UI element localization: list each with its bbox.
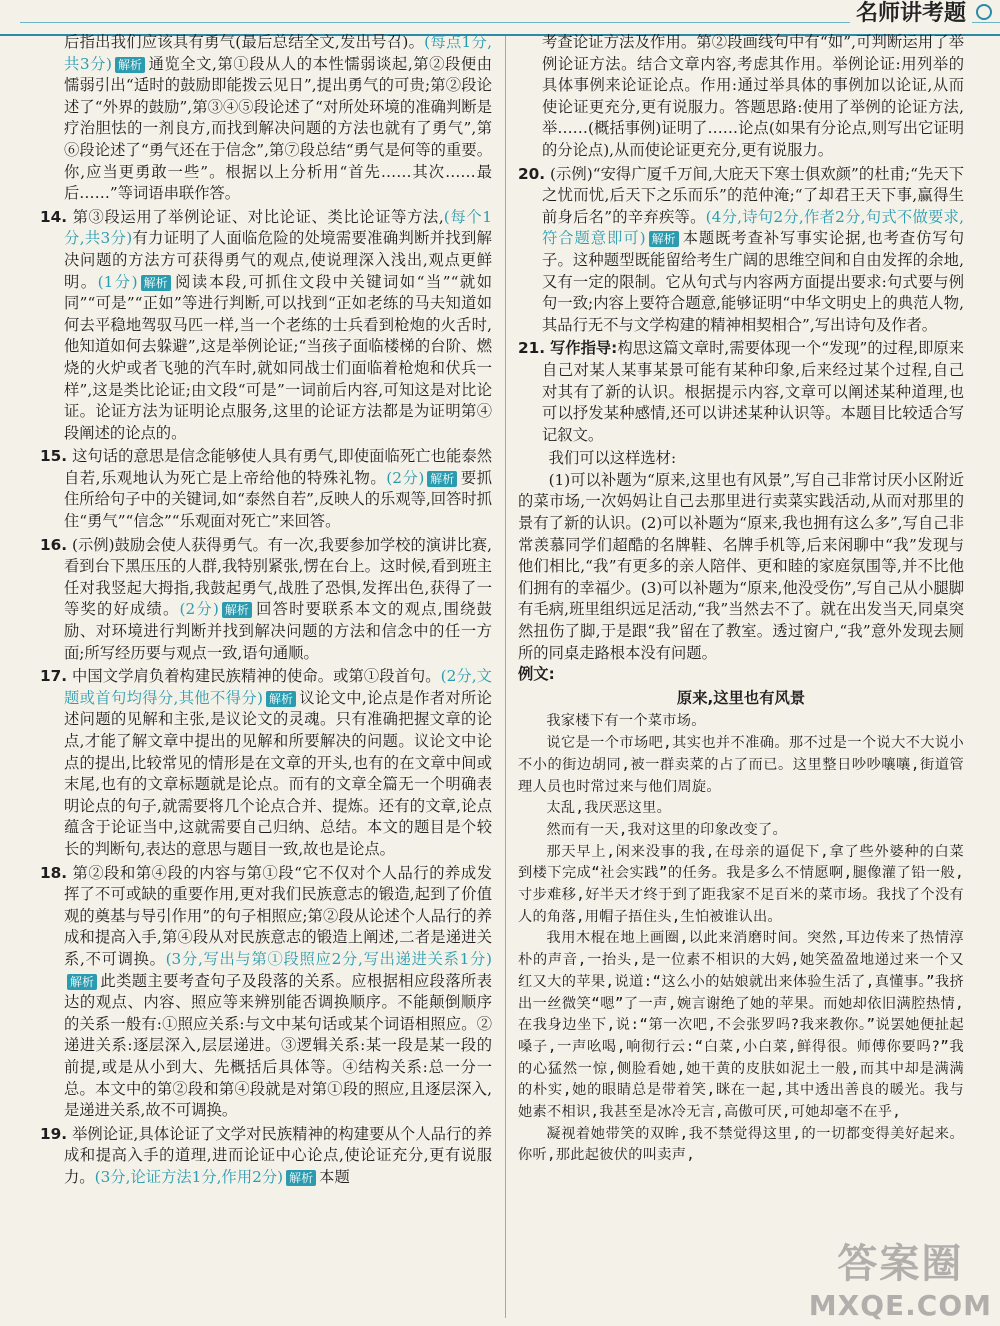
answer-18 <box>40 863 492 1122</box>
answer-19-analysis: 本题 <box>319 1167 350 1186</box>
answer-19-score: (3分,论证方法1分,作用2分) <box>94 1167 284 1186</box>
answer-14-analysis: 阅读本段,可抓住文段中关键词如“当”“就如同”“可是”“正如”等进行判断,可以找到“正如老练的马夫知道如何去平稳地驾驭马匹一样,当一个老练的士兵看到枪炮的火舌时,他知道如何去躲避”,这是举例论证;“当孩子面临楼梯的台阶、燃烧的火炉或者飞驰的汽车时,就如同战士们面临着枪炮和伏兵一样”,这是类比论证;由文段“可是”一词前后内容,可知这是对比论证。论证方法为证明论点服务,这里的论证方法都是为证明第④段阐述的论点的。 <box>64 272 492 442</box>
essay-paragraph: 然而有一天,我对这里的印象改变了。 <box>546 821 788 838</box>
answer-16-score: (2分) <box>179 600 219 619</box>
column-divider <box>505 36 506 1318</box>
answer-15-score: (2分) <box>386 468 425 487</box>
example-label: 例文: <box>518 665 555 684</box>
answer-16-text: (示例)鼓励会使人获得勇气。有一次,我要参加学校的演讲比赛,看到台下黑压压的人群,我特别紧张,愣在台上。这时候,看到班主任对我竖起大拇指,我鼓起勇气,战胜了恐惧,发挥出色,获得了一等奖的好成绩。 <box>64 535 492 619</box>
answer-14-number: 14. <box>40 207 68 226</box>
answer-17-analysis: 议论文中,论点是作者对所论述问题的见解和主张,是议论文的灵魂。只有准确把握文章的论点,才能了解文章中提出的见解和所要解决的问题。议论文中论点的提出,比较常见的情形是在文章的开头,也有的在文章中间或末尾,也有的文章标题就是论点。而有的文章全篇无一个明确表明论点的句子,就需要将几个论点合并、提炼。还有的文章,论点蕴含于论证当中,这就需要自己归纳、总结。本文的题目是个较长的判断句,表达的意思与题目一致,故也是论点。 <box>64 688 492 858</box>
answer-14-score: (每个1分,共3分) <box>64 207 492 248</box>
answer-14 <box>40 207 492 445</box>
essay-paragraph: 那天早上,闲来没事的我,在母亲的逼促下,拿了些外婆种的白菜到楼下完成“社会实践”的任务。我是多么不情愿啊,腿像灌了铅一般,寸步难移,好半天才终于到了距我家不足百米的菜市场。我找了个没有人的角落,用帽子捂住头,生怕被谁认出。 <box>518 843 964 925</box>
essay-title: 原来,这里也有风景 <box>676 688 806 707</box>
answer-18-score: (3分,写出与第①段照应2分,写出递进关系1分) <box>165 949 492 968</box>
writing-guide-label: 写作指导: <box>549 339 618 358</box>
answer-14-text: 第③段运用了举例论证、对比论证、类比论证等方法, <box>72 207 444 226</box>
answer-21-number: 21. <box>518 339 546 358</box>
answer-18-analysis: 此类题主要考查句子及段落的关系。应根据相应段落所表达的观点、内容、照应等来辨别能否调换顺序。不能颠倒顺序的关系一般有:①照应关系:与文中某句话或某个词语相照应。②递进关系:逐层深入,层层递进。③逻辑关系:某一段是某一段的前提,或是从小到大、先概括后具体等。④结构关系:总一分一总。本文中的第②段和第④段就是对第①段的照应,且逐层深入,是递进关系,故不可调换。 <box>64 971 492 1120</box>
answer-19-analysis-continued: 考查论证方法及作用。第②段画线句中有“如”,可判断运用了举例论证方法。结合文章内容,考虑其作用。举例论证:用列举的具体事例来论证论点。作用:通过举具体的事例加以论证,从而使论证更充分,更有说服力。答题思路:使用了举例的论证方法,举……(概括事例)证明了……论点(如果有分论点,则写出它证明的分论点),从而使论证更充分,更有说服力。 <box>542 33 964 159</box>
material-selection-options: (1)可以补题为“原来,这里也有风景”,写自己非常讨厌小区附近的菜市场,一次妈妈让自己去那里进行卖菜实践活动,从而对那里的景有了新的认识。(2)可以补题为“原来,我也拥有这么多”,写自己非常羡慕同学们超酷的名牌鞋、名牌手机等,后来闲聊中“我”发现与他们相比,“我”有更多的亲人陪伴、更和睦的家庭氛围等,并不比他们拥有的幸福少。(3)可以补题为“原来,他没受伤”,写自己从小腿脚有毛病,班里组织远足活动,“我”当然去不了。就在出发当天,同桌突然扭伤了脚,于是跟“我”留在了教室。透过窗户,“我”意外发现去厕所的同桌走路根本没有问题。 <box>518 470 964 662</box>
answer-18-number: 18. <box>40 863 68 882</box>
analysis-tag: 解析 <box>266 691 296 707</box>
page-header <box>0 0 1000 36</box>
answer-20-analysis: 本题既考查补写事实论据,也考查仿写句子。这种题型既能留给考生广阔的思维空间和自由发挥的余地,又有一定的限制。它从句式与内容两方面提出要求:句式要与例句一致;内容上要符合题意,能够证明“中华文明史上的典范人物,其品行无不与文学构建的精神相契相合”,写出诗句及作者。 <box>542 229 964 334</box>
answer-19-text: 举例论证,具体论证了文学对民族精神的构建要从个人品行的养成和提高入手的道理,进而论证中心论点,使论证充分,更有说服力。 <box>64 1124 492 1186</box>
answer-19 <box>40 1124 492 1189</box>
analysis-tag: 解析 <box>286 1170 316 1186</box>
answer-20 <box>518 164 964 337</box>
left-column <box>40 32 492 1190</box>
essay-paragraph: 我用木棍在地上画圈,以此来消磨时间。突然,耳边传来了热情淳朴的声音,一抬头,是一位素不相识的大妈,她笑盈盈地递过来一个又红又大的苹果,说道:“这么小的姑娘就出来体验生活了,真懂事。”我挤出一丝微笑“嗯”了一声,婉言谢绝了她的苹果。而她却依旧满腔热情,在我身边坐下,说:“第一次吧,不会张罗吗?我来教你。”说罢她便扯起嗓子,一声吆喝,响彻行云:“白菜,小白菜,鲜得很。师傅你要吗?”我的心猛然一惊,侧脸看她,她干黄的皮肤如泥土一般,而其中却是满满的朴实,她的眼睛总是带着笑,眯在一起,其中透出善良的暖光。我与她素不相识,我甚至是冰冷无言,高傲可厌,可她却毫不在乎, <box>518 930 964 1121</box>
answer-15-text: 这句话的意思是信念能够使人具有勇气,即使面临死亡也能泰然自若,乐观地认为死亡是上帝给他的特殊礼物。 <box>64 447 492 487</box>
header-circle-icon <box>976 4 992 20</box>
answer-20-number: 20. <box>518 164 546 183</box>
analysis-tag: 解析 <box>115 57 145 73</box>
answer-17-text: 中国文学肩负着构建民族精神的使命。或第①段首句。 <box>72 667 441 686</box>
answer-13-score: (每点1分,共3分) <box>64 33 492 73</box>
answer-17 <box>40 666 492 860</box>
answer-14-text-2: 有力证明了人面临危险的处境需要准确判断并找到解决问题的方法方可获得勇气的观点,使说理深入浅出,观点更鲜明。 <box>64 229 492 291</box>
answer-19-continued <box>518 32 964 162</box>
right-column <box>518 32 964 1167</box>
answer-15 <box>40 446 492 532</box>
watermark-logo-text: 答案圈 <box>837 1241 964 1287</box>
site-watermark <box>809 1232 992 1322</box>
answer-13-analysis: 通览全文,第①段从人的本性懦弱谈起,第②段便由懦弱引出“适时的鼓励即能拨云见日”,提出勇气的可贵;第②段论述了“外界的鼓励”,第③④⑤段论述了“对所处环境的准确判断是疗治胆怯的一剂良方,而找到解决问题的方法也就有了勇气”,第⑥段论述了“勇气还在于信念”,第⑦段总结“勇气是何等的重要。你,应当更勇敢一些”。根据以上分析用“首先……其次……最后……”等词语串联作答。 <box>64 54 492 203</box>
answer-21 <box>518 338 964 446</box>
answer-17-score: (2分,文题或首句均得分,其他不得分) <box>64 667 492 707</box>
answer-14-score-2: (1分) <box>97 272 138 291</box>
answer-16 <box>40 535 492 665</box>
answer-16-analysis: 回答时要联系本文的观点,围绕鼓励、对环境进行判断并找到解决问题的方法和信念中的任一方面;所写经历要与观点一致,语句通顺。 <box>64 600 492 662</box>
analysis-tag: 解析 <box>141 275 171 291</box>
writing-guide-text: 构思这篇文章时,需要体现一个“发现”的过程,即原来自己对某人某事某景可能有某种印象,后来经过某个过程,自己对其有了新的认识。根据提示内容,文章可以阐述某种道理,也可以抒发某种感情,还可以讲述某种认识等。本题目比较适合写记叙文。 <box>542 339 964 444</box>
header-title: 名师讲考题 <box>850 0 972 27</box>
essay-paragraph: 我家楼下有一个菜市场。 <box>546 713 706 730</box>
answer-16-number: 16. <box>40 535 68 554</box>
answer-13-continued <box>40 32 492 205</box>
answer-19-number: 19. <box>40 1124 68 1143</box>
essay-paragraph: 凝视着她带笑的双眸,我不禁觉得这里,的一切都变得美好起来。你听,那此起彼伏的叫卖声, <box>518 1125 964 1164</box>
answer-20-text: (示例)“安得广厦千万间,大庇天下寒士俱欢颜”的杜甫;“先天下之忧而忧,后天下之乐而乐”的范仲淹;“了却君王天下事,赢得生前身后名”的辛弃疾等。 <box>542 164 964 226</box>
answer-17-number: 17. <box>40 667 68 686</box>
analysis-tag: 解析 <box>222 602 252 618</box>
watermark-url: MXQE.COM <box>808 1289 992 1322</box>
answer-20-score: (4分,诗句2分,作者2分,句式不做要求,符合题意即可) <box>542 207 964 248</box>
analysis-tag: 解析 <box>427 471 457 487</box>
essay-paragraph: 说它是一个市场吧,其实也并不准确。那不过是一个说大不大说小不小的街边胡同,被一群卖菜的占了而已。这里整日吵吵嚷嚷,街道管理人员也时常过来与他们周旋。 <box>518 735 964 795</box>
answer-15-number: 15. <box>40 447 68 466</box>
material-selection-intro: 我们可以这样选材: <box>548 449 677 468</box>
analysis-tag: 解析 <box>67 974 97 990</box>
analysis-tag: 解析 <box>649 231 679 247</box>
answer-18-text: 第②段和第④段的内容与第①段“它不仅对个人品行的养成发挥了不可或缺的重要作用,更对我们民族意志的锻造,起到了价值观的奠基与导引作用”的句子相照应;第②段从论述个人品行的养成和提高入手,第④段从对民族意志的锻造上阐述,二者是递进关系,不可调换。 <box>64 863 492 968</box>
answer-13-lead: 后指出我们应该具有勇气(最后总结全文,发出号召)。 <box>64 33 425 51</box>
answer-15-analysis: 要抓住所给句子中的关键词,如“泰然自若”,反映人的乐观等,回答时抓住“勇气”“信念”“乐观面对死亡”来回答。 <box>64 468 492 531</box>
essay-paragraph: 太乱,我厌恶这里。 <box>546 800 672 817</box>
